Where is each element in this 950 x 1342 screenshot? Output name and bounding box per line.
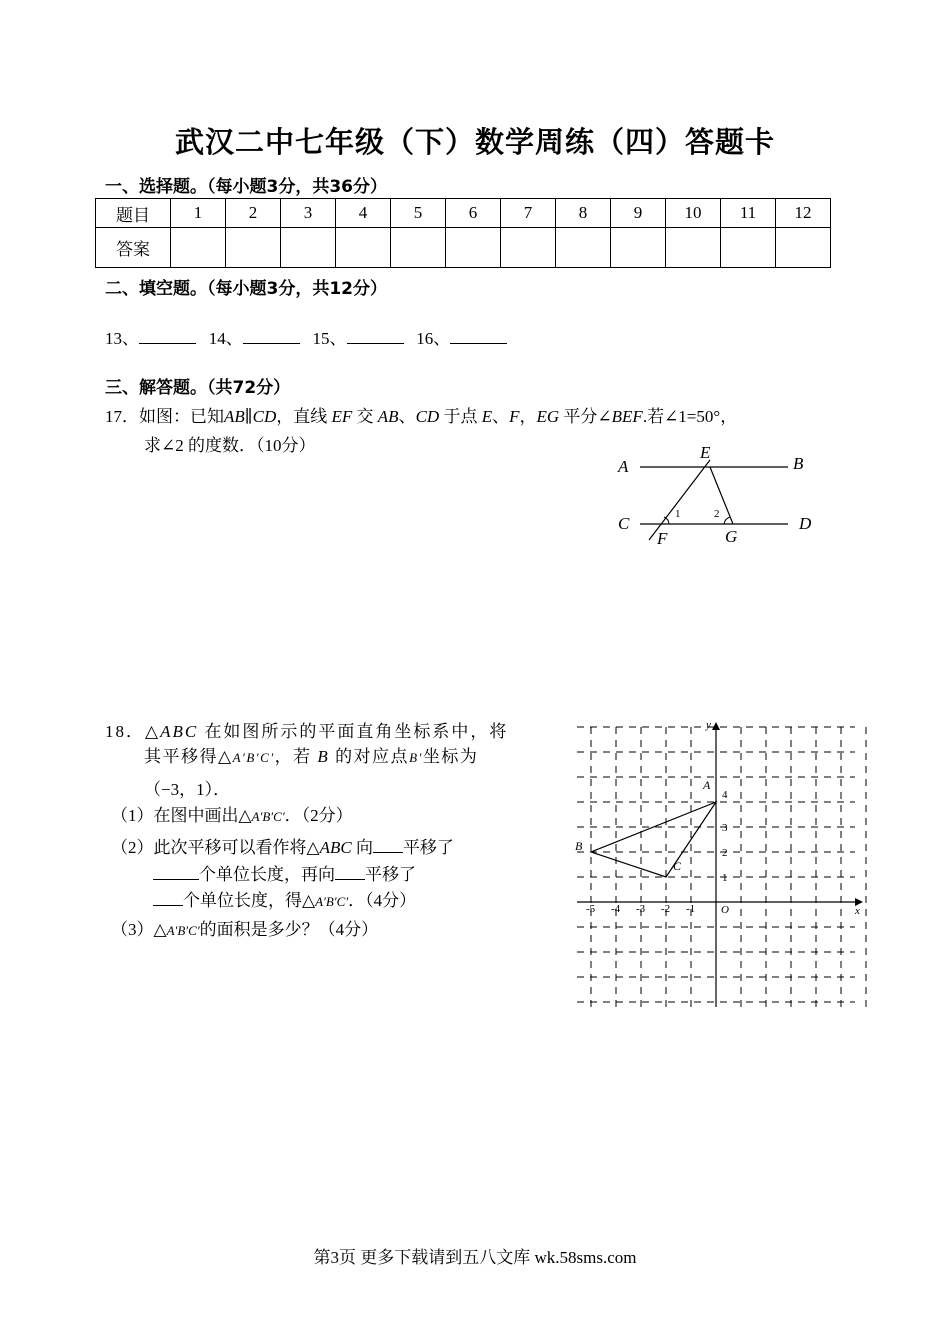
answer-cell[interactable] [776, 228, 831, 268]
answer-cell[interactable] [281, 228, 336, 268]
blank-label-16: 16、 [416, 329, 451, 348]
q18-text: 平移了 [365, 865, 416, 884]
blank-14[interactable] [243, 343, 300, 344]
question-number: 4 [336, 199, 391, 228]
q18-text: 其平移得△ [144, 747, 233, 766]
q18-text: 平移了 [402, 838, 454, 857]
q17-var: EF [331, 407, 353, 426]
angle-1-arc [664, 517, 669, 524]
x-axis-label: x [855, 905, 860, 917]
page-footer: 第3页 更多下载请到五八文库 wk.58sms.com [313, 1248, 637, 1267]
x-tick: -1 [686, 903, 696, 915]
question-number: 11 [721, 199, 776, 228]
q18-text: （2）此次平移可以看作将△ [111, 838, 320, 857]
x-tick: -2 [661, 903, 671, 915]
q17-text: .若∠1=50°， [642, 407, 738, 426]
q17-text: 、 [492, 407, 510, 426]
question-number: 1 [171, 199, 226, 228]
label-e: E [700, 443, 711, 462]
answer-cell[interactable] [391, 228, 446, 268]
label-a: A [618, 457, 629, 476]
q18-part-2-line-1 [111, 833, 454, 858]
q17-text: 于点 [443, 407, 478, 426]
q18-part-2-line-2 [153, 860, 416, 885]
answer-cell[interactable] [446, 228, 501, 268]
question-number: 10 [666, 199, 721, 228]
question-number: 12 [776, 199, 831, 228]
q18-text: ．（4分） [348, 891, 417, 910]
section-3-heading: 三、解答题。（共72分） [105, 378, 291, 398]
y-tick: 4 [722, 789, 728, 801]
q18-text: 的对应点 [335, 747, 410, 766]
label-c: C [618, 514, 630, 533]
q17-text: ，直线 [276, 407, 328, 426]
q18-text: ，若 [274, 747, 312, 766]
q18-prime-triangle: A′B′C′ [315, 894, 349, 909]
section-2-heading: 二、填空题。（每小题3分，共12分） [105, 279, 387, 299]
q18-line-2 [144, 742, 478, 767]
blank-13[interactable] [139, 343, 196, 344]
blank-15[interactable] [347, 343, 404, 344]
q17-var: AB [224, 407, 245, 426]
label-f: F [657, 529, 668, 548]
q18-text: （1）在图中画出△ [111, 806, 252, 825]
q18-var: ABC [319, 838, 352, 857]
angle-2-arc [724, 517, 730, 524]
question-number: 7 [501, 199, 556, 228]
y-tick: 1 [722, 872, 728, 884]
answer-cell[interactable] [226, 228, 281, 268]
x-tick: -3 [636, 903, 646, 915]
question-number: 2 [226, 199, 281, 228]
label-d: D [799, 514, 812, 533]
blank-units-1[interactable] [153, 879, 199, 880]
question-number: 9 [611, 199, 666, 228]
answer-table [95, 198, 831, 268]
q17-var: AB [377, 407, 399, 426]
q18-text: 向 [355, 838, 373, 857]
q18-prime-triangle: A′B′C′ [232, 750, 275, 765]
triangle-abc [591, 802, 716, 877]
x-tick: -5 [586, 903, 596, 915]
y-axis-arrow [712, 722, 720, 730]
q18-part-3 [111, 915, 378, 940]
q18-part-2-line-3 [153, 886, 416, 911]
q17-var: CD [252, 407, 277, 426]
q18-line-1 [105, 717, 508, 742]
q18-prime-triangle: A′B′C′ [166, 923, 200, 938]
q17-text: ， [519, 407, 537, 426]
q18-text: 在如图所示的平面直角坐标系中，将 [204, 722, 509, 741]
blank-16[interactable] [450, 343, 507, 344]
blank-direction-2[interactable] [335, 879, 365, 880]
q17-var: CD [415, 407, 440, 426]
point-a-label: A [703, 778, 711, 792]
page-title: 武汉二中七年级（下）数学周练（四）答题卡 [174, 125, 775, 159]
q17-line-1 [105, 402, 737, 427]
q17-text: 交 [356, 407, 374, 426]
q17-var: E [481, 407, 493, 426]
question-number: 3 [281, 199, 336, 228]
q18-var: B [317, 747, 330, 766]
q18-text: 个单位长度，得△ [183, 891, 316, 910]
q18-text: ．（2分） [284, 806, 353, 825]
q18-text: 的面积是多少？（4分） [199, 920, 379, 939]
grid-lines [577, 727, 866, 1007]
answer-cell[interactable] [336, 228, 391, 268]
q17-number: 17． [105, 407, 139, 426]
label-angle-2: 2 [714, 508, 720, 520]
blank-direction-1[interactable] [373, 852, 403, 853]
blank-units-2[interactable] [153, 905, 183, 906]
fill-blank-row [105, 324, 507, 349]
answer-cell[interactable] [556, 228, 611, 268]
blank-label-14: 14、 [208, 329, 243, 348]
q17-figure [600, 438, 830, 550]
label-angle-1: 1 [675, 508, 681, 520]
x-tick: -4 [611, 903, 621, 915]
q17-var: EG [536, 407, 560, 426]
q17-text: 如图：已知 [139, 407, 224, 426]
question-number: 6 [446, 199, 501, 228]
answer-cell[interactable] [171, 228, 226, 268]
y-axis-label: y [706, 719, 711, 731]
q18-text: 个单位长度，再向 [199, 865, 335, 884]
q18-text: △ [145, 722, 161, 741]
q17-line-2: 求∠2 的度数．（10分） [144, 436, 316, 455]
line-ef [649, 460, 710, 540]
answer-cell[interactable] [501, 228, 556, 268]
q17-var: BEF [611, 407, 643, 426]
label-g: G [725, 527, 738, 546]
q18-number: 18． [105, 722, 145, 741]
q17-var: F [509, 407, 520, 426]
row-header-question: 题目 [96, 199, 171, 228]
answer-cell[interactable] [611, 228, 666, 268]
q18-prime-triangle: A′B′C′ [251, 809, 285, 824]
q17-text: 平分∠ [563, 407, 612, 426]
question-number: 5 [391, 199, 446, 228]
q18-text: 坐标为 [422, 747, 479, 766]
q18-var: ABC [160, 722, 199, 741]
label-b: B [793, 454, 804, 473]
row-header-answer: 答案 [96, 228, 171, 268]
point-b-label: B [575, 839, 583, 853]
origin-label: O [721, 904, 729, 916]
q17-parallel: ∥ [244, 407, 253, 426]
q18-text: （3）△ [111, 920, 167, 939]
blank-label-13: 13、 [105, 329, 139, 348]
coordinate-grid [565, 712, 870, 1012]
q18-part-1 [111, 801, 353, 826]
q18-line-3: （−3，1）． [144, 780, 231, 799]
q17-text: 、 [398, 407, 416, 426]
answer-cell[interactable] [721, 228, 776, 268]
answer-cell[interactable] [666, 228, 721, 268]
q18-prime-point: B′ [409, 750, 423, 765]
blank-label-15: 15、 [312, 329, 347, 348]
question-number: 8 [556, 199, 611, 228]
point-c-label: C [673, 859, 682, 873]
y-tick: 2 [722, 847, 728, 859]
section-1-heading: 一、选择题。（每小题3分，共36分） [105, 177, 387, 197]
y-tick: 3 [722, 822, 728, 834]
